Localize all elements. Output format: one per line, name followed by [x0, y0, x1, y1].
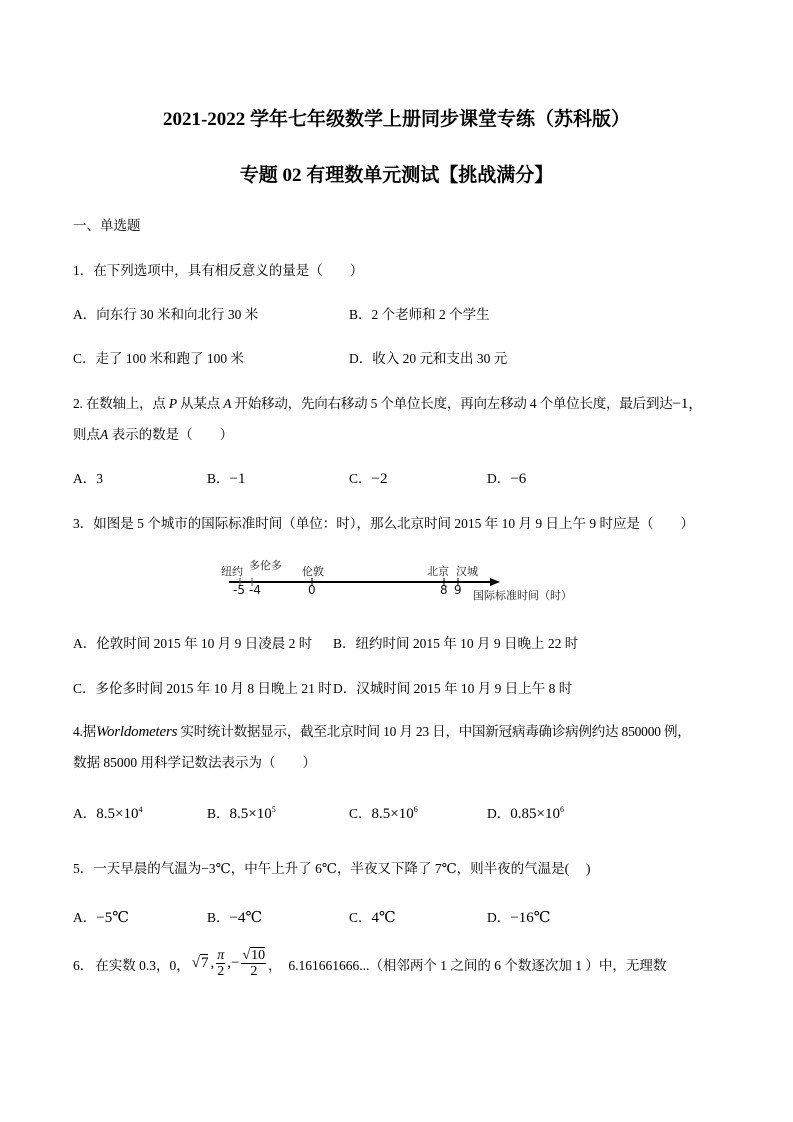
variable-a: A	[223, 396, 232, 411]
question-3: 3．如图是 5 个城市的国际标准时间（单位：时），那么北京时间 2015 年 10 月 9 日上午 9 时应是（ ）	[73, 516, 694, 531]
question-2: 2. 在数轴上，点 P 从某点 A 开始移动，先向右移动 5 个单位长度，再向左移动 4 个单位长度，最后到达−1，	[73, 396, 703, 412]
neg-sqrt10-over-2: $\frac{√10}{2}$	[242, 948, 266, 980]
q3-option-d[interactable]: D．汉城时间 2015 年 10 月 9 日上午 8 时	[333, 681, 573, 696]
section-heading: 一、单选题	[73, 218, 141, 233]
question-2-line-2: 则点A 表示的数是（ ）	[73, 427, 234, 442]
q3-option-c[interactable]: C．多伦多时间 2015 年 10 月 8 日晚上 21 时	[73, 681, 332, 696]
city-label-toronto: 多伦多	[249, 559, 282, 572]
q3-option-b[interactable]: B．纽约时间 2015 年 10 月 9 日晚上 22 时	[333, 636, 579, 651]
q1-option-c[interactable]: C．走了 100 米和跑了 100 米	[73, 351, 245, 366]
timezone-number-line	[215, 555, 595, 610]
question-text: 在下列选项中，具有相反意义的量是（ ）	[93, 263, 364, 278]
q1-option-b[interactable]: B．2 个老师和 2 个学生	[349, 307, 490, 322]
q5-option-d[interactable]: D．−16℃	[487, 910, 551, 926]
q1-option-a[interactable]: A．向东行 30 米和向北行 30 米	[73, 307, 259, 322]
question-6: 6． 在实数 0.3，0， √7 , $\frac{\pi}{2}$ ,− $\frac{√10}{2}$ ， 6.161661666...（相邻两个 1 之间的 6 个数逐次加 1 ）中，无理数	[73, 948, 667, 980]
variable-p: P	[168, 396, 177, 411]
city-label-beijing: 北京	[427, 565, 449, 578]
city-label-london: 伦敦	[302, 565, 324, 578]
tick-9: 9	[454, 583, 462, 597]
question-4: 4.据Worldometers 实时统计数据显示，截至北京时间 10 月 23 日，中国新冠病毒确诊病例约达 850000 例，	[73, 724, 691, 740]
document-title: 2021-2022 学年七年级数学上册同步课堂专练（苏科版）	[162, 109, 631, 130]
tick-0: 0	[308, 583, 316, 597]
q1-option-d[interactable]: D．收入 20 元和支出 30 元	[349, 351, 508, 366]
q4-option-d[interactable]: D．$0.85\times 10^6$	[487, 805, 564, 822]
tick-minus-5: -5	[233, 583, 245, 597]
tick-minus-4: -4	[249, 583, 261, 597]
city-label-newyork: 纽约	[221, 565, 243, 578]
q4-option-c[interactable]: C．$8.5\times 10^6$	[349, 805, 418, 822]
pi-over-2: $\frac{\pi}{2}$	[217, 948, 225, 980]
q5-option-c[interactable]: C．4℃	[349, 910, 396, 926]
question-4-line-2: 数据 85000 用科学记数法表示为（ ）	[73, 755, 316, 770]
q2-option-d[interactable]: D．−6	[487, 471, 527, 487]
q5-option-b[interactable]: B．−4℃	[207, 910, 263, 926]
tick-8: 8	[440, 583, 448, 597]
question-5: 5．一天早晨的气温为−3℃，中午上升了 6℃，半夜又下降了 7℃，则半夜的气温是( )	[73, 861, 591, 876]
q3-option-a[interactable]: A．伦敦时间 2015 年 10 月 9 日凌晨 2 时	[73, 636, 313, 651]
question-number: 1．	[73, 263, 94, 278]
q2-option-b[interactable]: B．−1	[207, 471, 246, 487]
question-1	[73, 259, 363, 279]
sqrt-7: √7	[191, 955, 209, 972]
worldometers-text: Worldometers	[96, 724, 178, 740]
q2-option-c[interactable]: C．−2	[349, 471, 388, 487]
city-label-seoul: 汉城	[456, 565, 478, 578]
q4-option-a[interactable]: A．$8.5\times 10^4$	[73, 805, 143, 822]
q2-option-a[interactable]: A．3	[73, 471, 103, 486]
axis-caption: 国际标准时间（时）	[473, 589, 572, 602]
document-subtitle: 专题 02 有理数单元测试【挑战满分】	[239, 165, 554, 186]
q5-option-a[interactable]: A．−5℃	[73, 910, 129, 926]
q4-option-b[interactable]: B．$8.5\times 10^5$	[207, 805, 276, 822]
